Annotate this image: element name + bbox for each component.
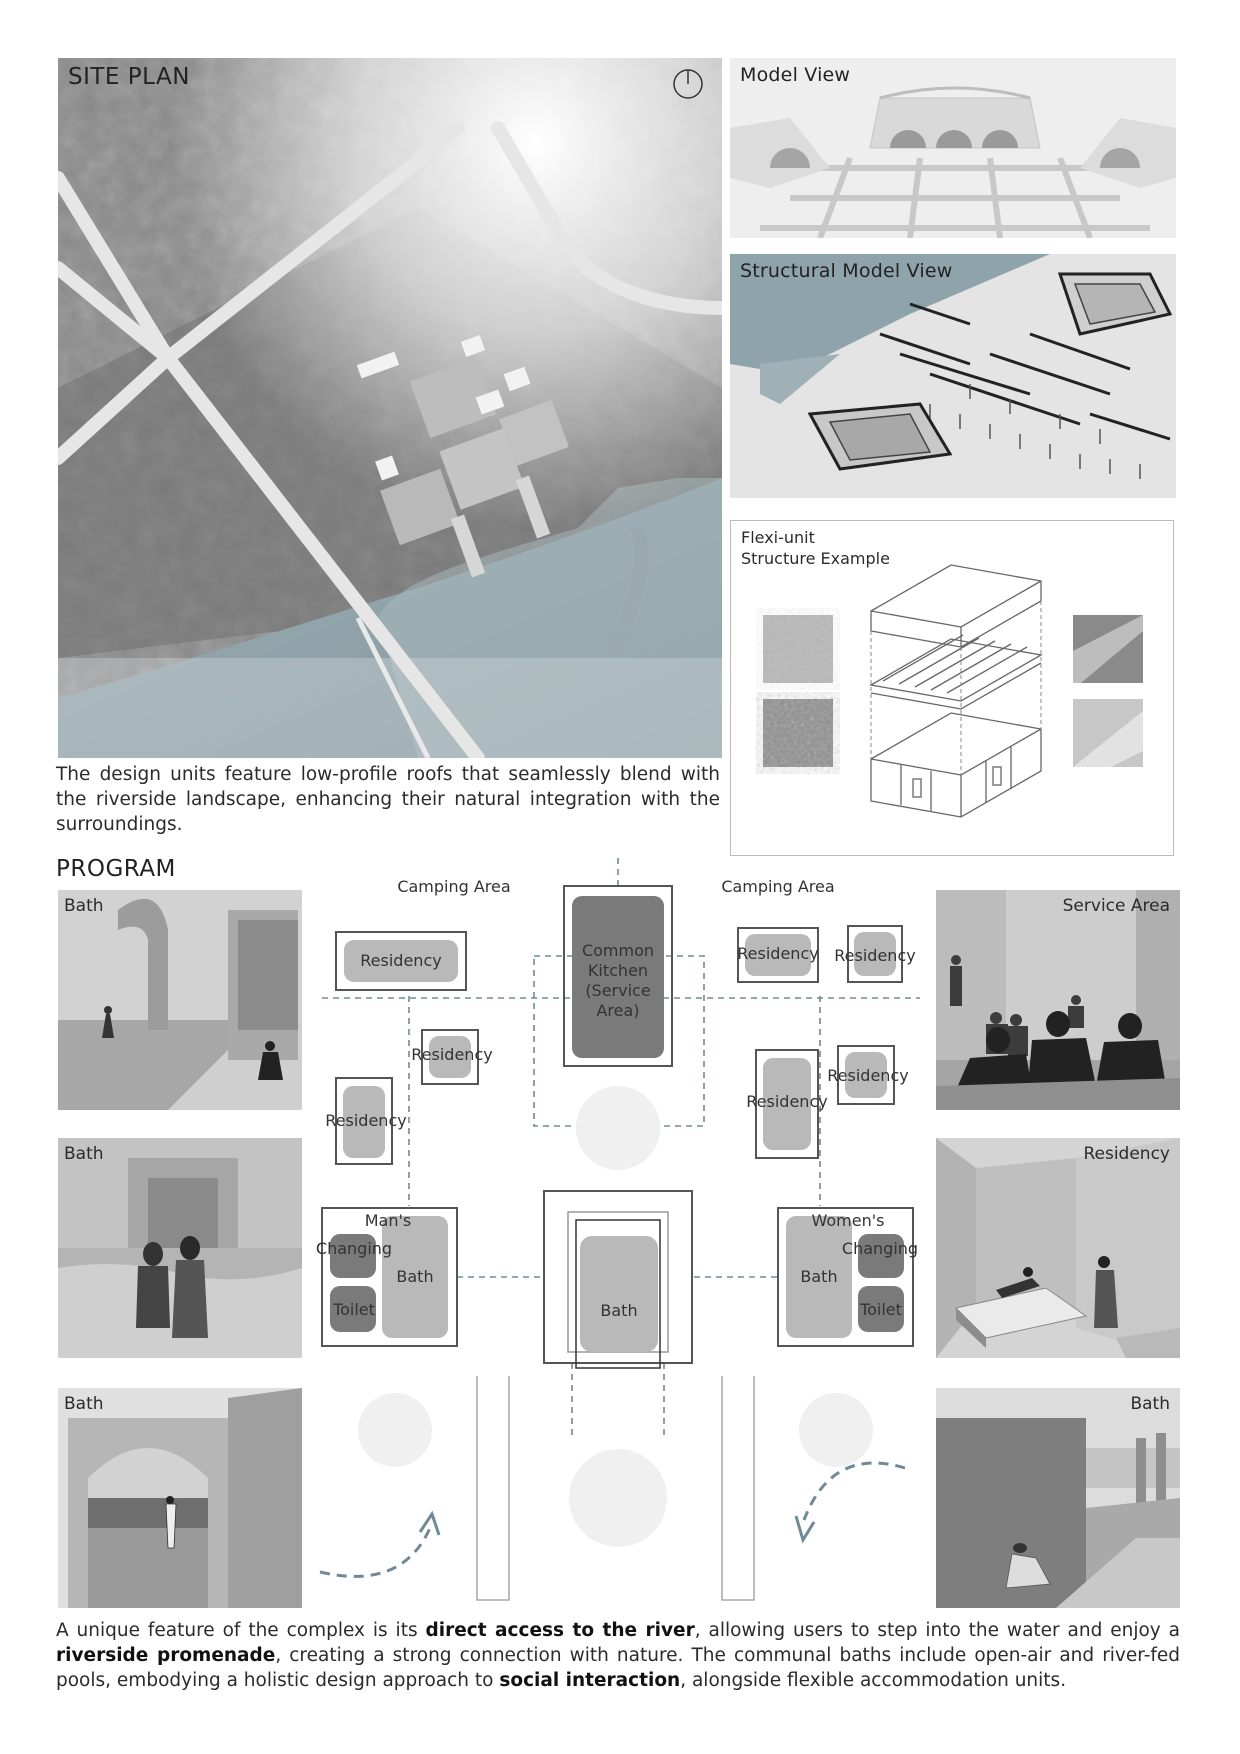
common-kitchen-label-3: (Service xyxy=(585,981,651,1000)
photo-residency-image xyxy=(936,1138,1180,1358)
footer-highlight-social: social interaction xyxy=(499,1670,681,1691)
residency-label: Residency xyxy=(411,1045,493,1064)
photo-bath-4 xyxy=(936,1388,1180,1608)
photo-service-area-label: Service Area xyxy=(1062,896,1170,916)
structural-model-render xyxy=(730,254,1176,498)
site-plan-caption: The design units feature low-profile roofs that seamlessly blend with the riverside landscape, enhancing their natural integration with the surroundings. xyxy=(56,764,720,835)
structural-model-view-title: Structural Model View xyxy=(740,260,953,282)
program-heading: PROGRAM xyxy=(56,856,176,882)
common-kitchen-label-1: Common xyxy=(581,941,655,960)
residency-label: Residency xyxy=(834,946,916,965)
mens-bath-label: Bath xyxy=(396,1267,434,1286)
site-plan-title: SITE PLAN xyxy=(68,64,190,90)
photo-bath-4-label: Bath xyxy=(1130,1394,1170,1414)
womens-label: Women's xyxy=(811,1211,885,1230)
footer-text-part-3: , creating a strong connection with nature. The communal baths include open-air and river-fed pools, embodying a holistic design approach to xyxy=(56,1645,1181,1691)
womens-toilet-label: Toilet xyxy=(860,1300,902,1319)
photo-bath-3-label: Bath xyxy=(64,1394,104,1414)
photo-service-area-image xyxy=(936,890,1180,1110)
common-kitchen-label-4: Area) xyxy=(596,1001,640,1020)
central-bath-label: Bath xyxy=(600,1301,638,1320)
camping-area-left-label: Camping Area xyxy=(397,877,511,896)
residency-label: Residency xyxy=(737,944,819,963)
model-view-title: Model View xyxy=(740,64,851,86)
residency-label: Residency xyxy=(360,951,442,970)
photo-residency-label: Residency xyxy=(1083,1144,1170,1164)
program-diagram xyxy=(312,856,926,1616)
photo-bath-3 xyxy=(58,1388,302,1608)
residency-label: Residency xyxy=(827,1066,909,1085)
site-plan xyxy=(58,58,722,758)
site-plan-map xyxy=(58,58,722,758)
photo-bath-2-image xyxy=(58,1138,302,1358)
footer-highlight-promenade: riverside promenade xyxy=(56,1645,276,1666)
photo-bath-3-image xyxy=(58,1388,302,1608)
footer-text-part-1: A unique feature of the complex is its xyxy=(56,1620,426,1641)
flexi-unit-exploded-axonometric xyxy=(731,521,1174,856)
camping-area-right-label: Camping Area xyxy=(721,877,835,896)
mens-label: Man's xyxy=(364,1211,412,1230)
photo-bath-1 xyxy=(58,890,302,1110)
mens-toilet-label: Toilet xyxy=(333,1300,375,1319)
footer-text-part-2: , allowing users to step into the water and enjoy a xyxy=(694,1620,1180,1641)
photo-service-area xyxy=(936,890,1180,1110)
flexi-unit-title-line2: Structure Example xyxy=(741,549,890,568)
flexi-unit-title-line1: Flexi-unit xyxy=(741,528,815,547)
residency-label: Residency xyxy=(746,1092,828,1111)
photo-residency xyxy=(936,1138,1180,1358)
photo-bath-4-image xyxy=(936,1388,1180,1608)
footer-text-part-4: , alongside flexible accommodation units. xyxy=(680,1670,1067,1691)
common-kitchen-label-2: Kitchen xyxy=(587,961,649,980)
mens-changing-label: Changing xyxy=(315,1239,393,1258)
photo-bath-2 xyxy=(58,1138,302,1358)
photo-bath-1-image xyxy=(58,890,302,1110)
flexi-unit-panel xyxy=(730,520,1174,856)
footer-highlight-river-access: direct access to the river xyxy=(425,1620,695,1641)
structural-model-view xyxy=(730,254,1176,498)
model-view xyxy=(730,58,1176,238)
footer-text xyxy=(56,1618,1180,1693)
womens-bath-label: Bath xyxy=(800,1267,838,1286)
photo-bath-2-label: Bath xyxy=(64,1144,104,1164)
photo-bath-1-label: Bath xyxy=(64,896,104,916)
residency-label: Residency xyxy=(325,1111,407,1130)
womens-changing-label: Changing xyxy=(841,1239,919,1258)
